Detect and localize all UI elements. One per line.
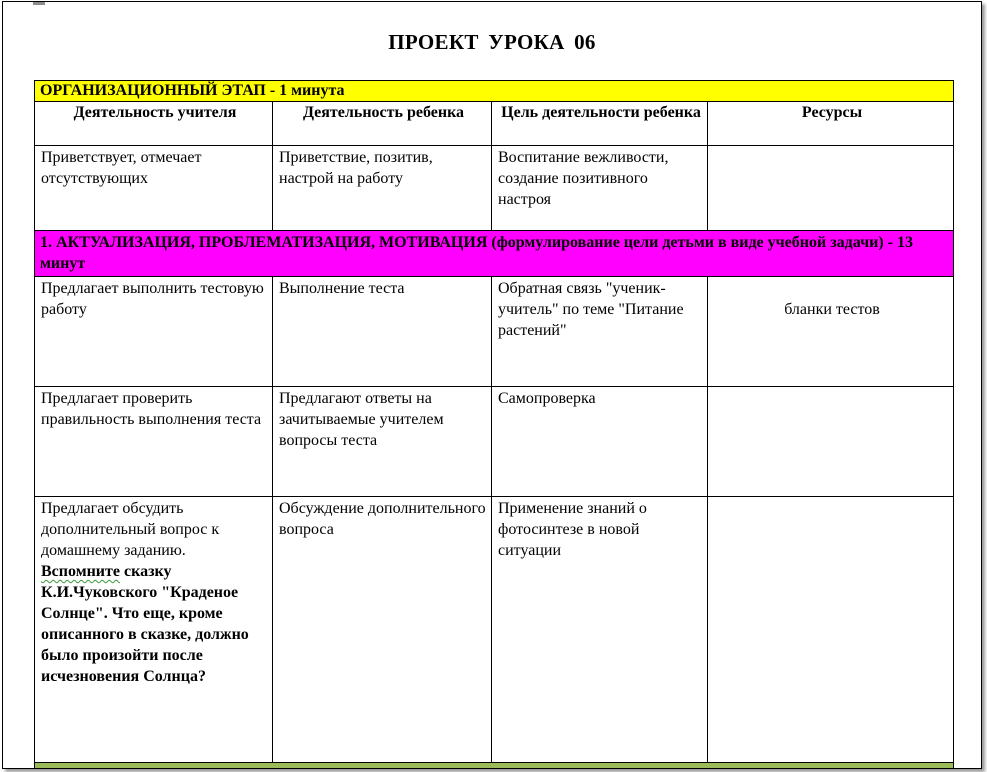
teacher-question: сказку К.И.Чуковского "Краденое Солнце". Что еще, кроме описанного в сказке, должно было произойти после исчезновения Солнца? — [41, 563, 249, 685]
header-child-goal: Цель деятельности ребенка — [492, 102, 708, 146]
cell-resources: бланки тестов — [708, 277, 954, 387]
cell-goal: Обратная связь "ученик-учитель" по теме "Питание растений" — [492, 277, 708, 387]
table-row — [35, 277, 954, 387]
lesson-plan-table — [34, 80, 954, 768]
cell-resources — [708, 497, 954, 763]
cell-child: Выполнение теста — [273, 277, 492, 387]
teacher-instruction: Предлагает обсудить дополнительный вопрос к домашнему заданию. — [41, 500, 220, 559]
table-row — [35, 497, 954, 763]
stage-cell — [35, 231, 954, 277]
table-row — [35, 387, 954, 497]
stage-row-next — [35, 763, 954, 769]
cell-child: Обсуждение дополнительного вопроса — [273, 497, 492, 763]
stage-row-actualization — [35, 231, 954, 277]
header-teacher-activity: Деятельность учителя — [35, 102, 273, 146]
stage-note: (формулирование цели детьми в виде учебной задачи) - 13 минут — [40, 234, 913, 272]
cell-teacher: Предлагает выполнить тестовую работу — [35, 277, 273, 387]
teacher-question-start: Вспомните — [41, 563, 120, 580]
cell-child: Предлагают ответы на зачитываемые учителем вопросы теста — [273, 387, 492, 497]
page-title: ПРОЕКТ УРОКА 06 — [388, 30, 596, 54]
stage-label: ОРГАНИЗАЦИОННЫЙ ЭТАП - 1 минута — [35, 81, 954, 102]
stage-cell-partial — [35, 763, 954, 769]
cell-resources — [708, 146, 954, 231]
header-child-activity: Деятельность ребенка — [273, 102, 492, 146]
header-resources: Ресурсы — [708, 102, 954, 146]
cell-child: Приветствие, позитив, настрой на работу — [273, 146, 492, 231]
document-page — [2, 1, 982, 769]
stage-row-organizational — [35, 81, 954, 102]
cell-teacher — [35, 497, 273, 763]
cell-teacher: Приветствует, отмечает отсутствующих — [35, 146, 273, 231]
cell-teacher: Предлагает проверить правильность выполнения теста — [35, 387, 273, 497]
cell-goal: Применение знаний о фотосинтезе в новой ситуации — [492, 497, 708, 763]
cell-goal: Самопроверка — [492, 387, 708, 497]
page-corner-mark — [33, 2, 45, 5]
cell-goal: Воспитание вежливости, создание позитивного настроя — [492, 146, 708, 231]
table-row — [35, 146, 954, 231]
cell-resources — [708, 387, 954, 497]
stage-label: 1. АКТУАЛИЗАЦИЯ, ПРОБЛЕМАТИЗАЦИЯ, МОТИВАЦИЯ — [40, 234, 488, 251]
header-row — [35, 102, 954, 146]
